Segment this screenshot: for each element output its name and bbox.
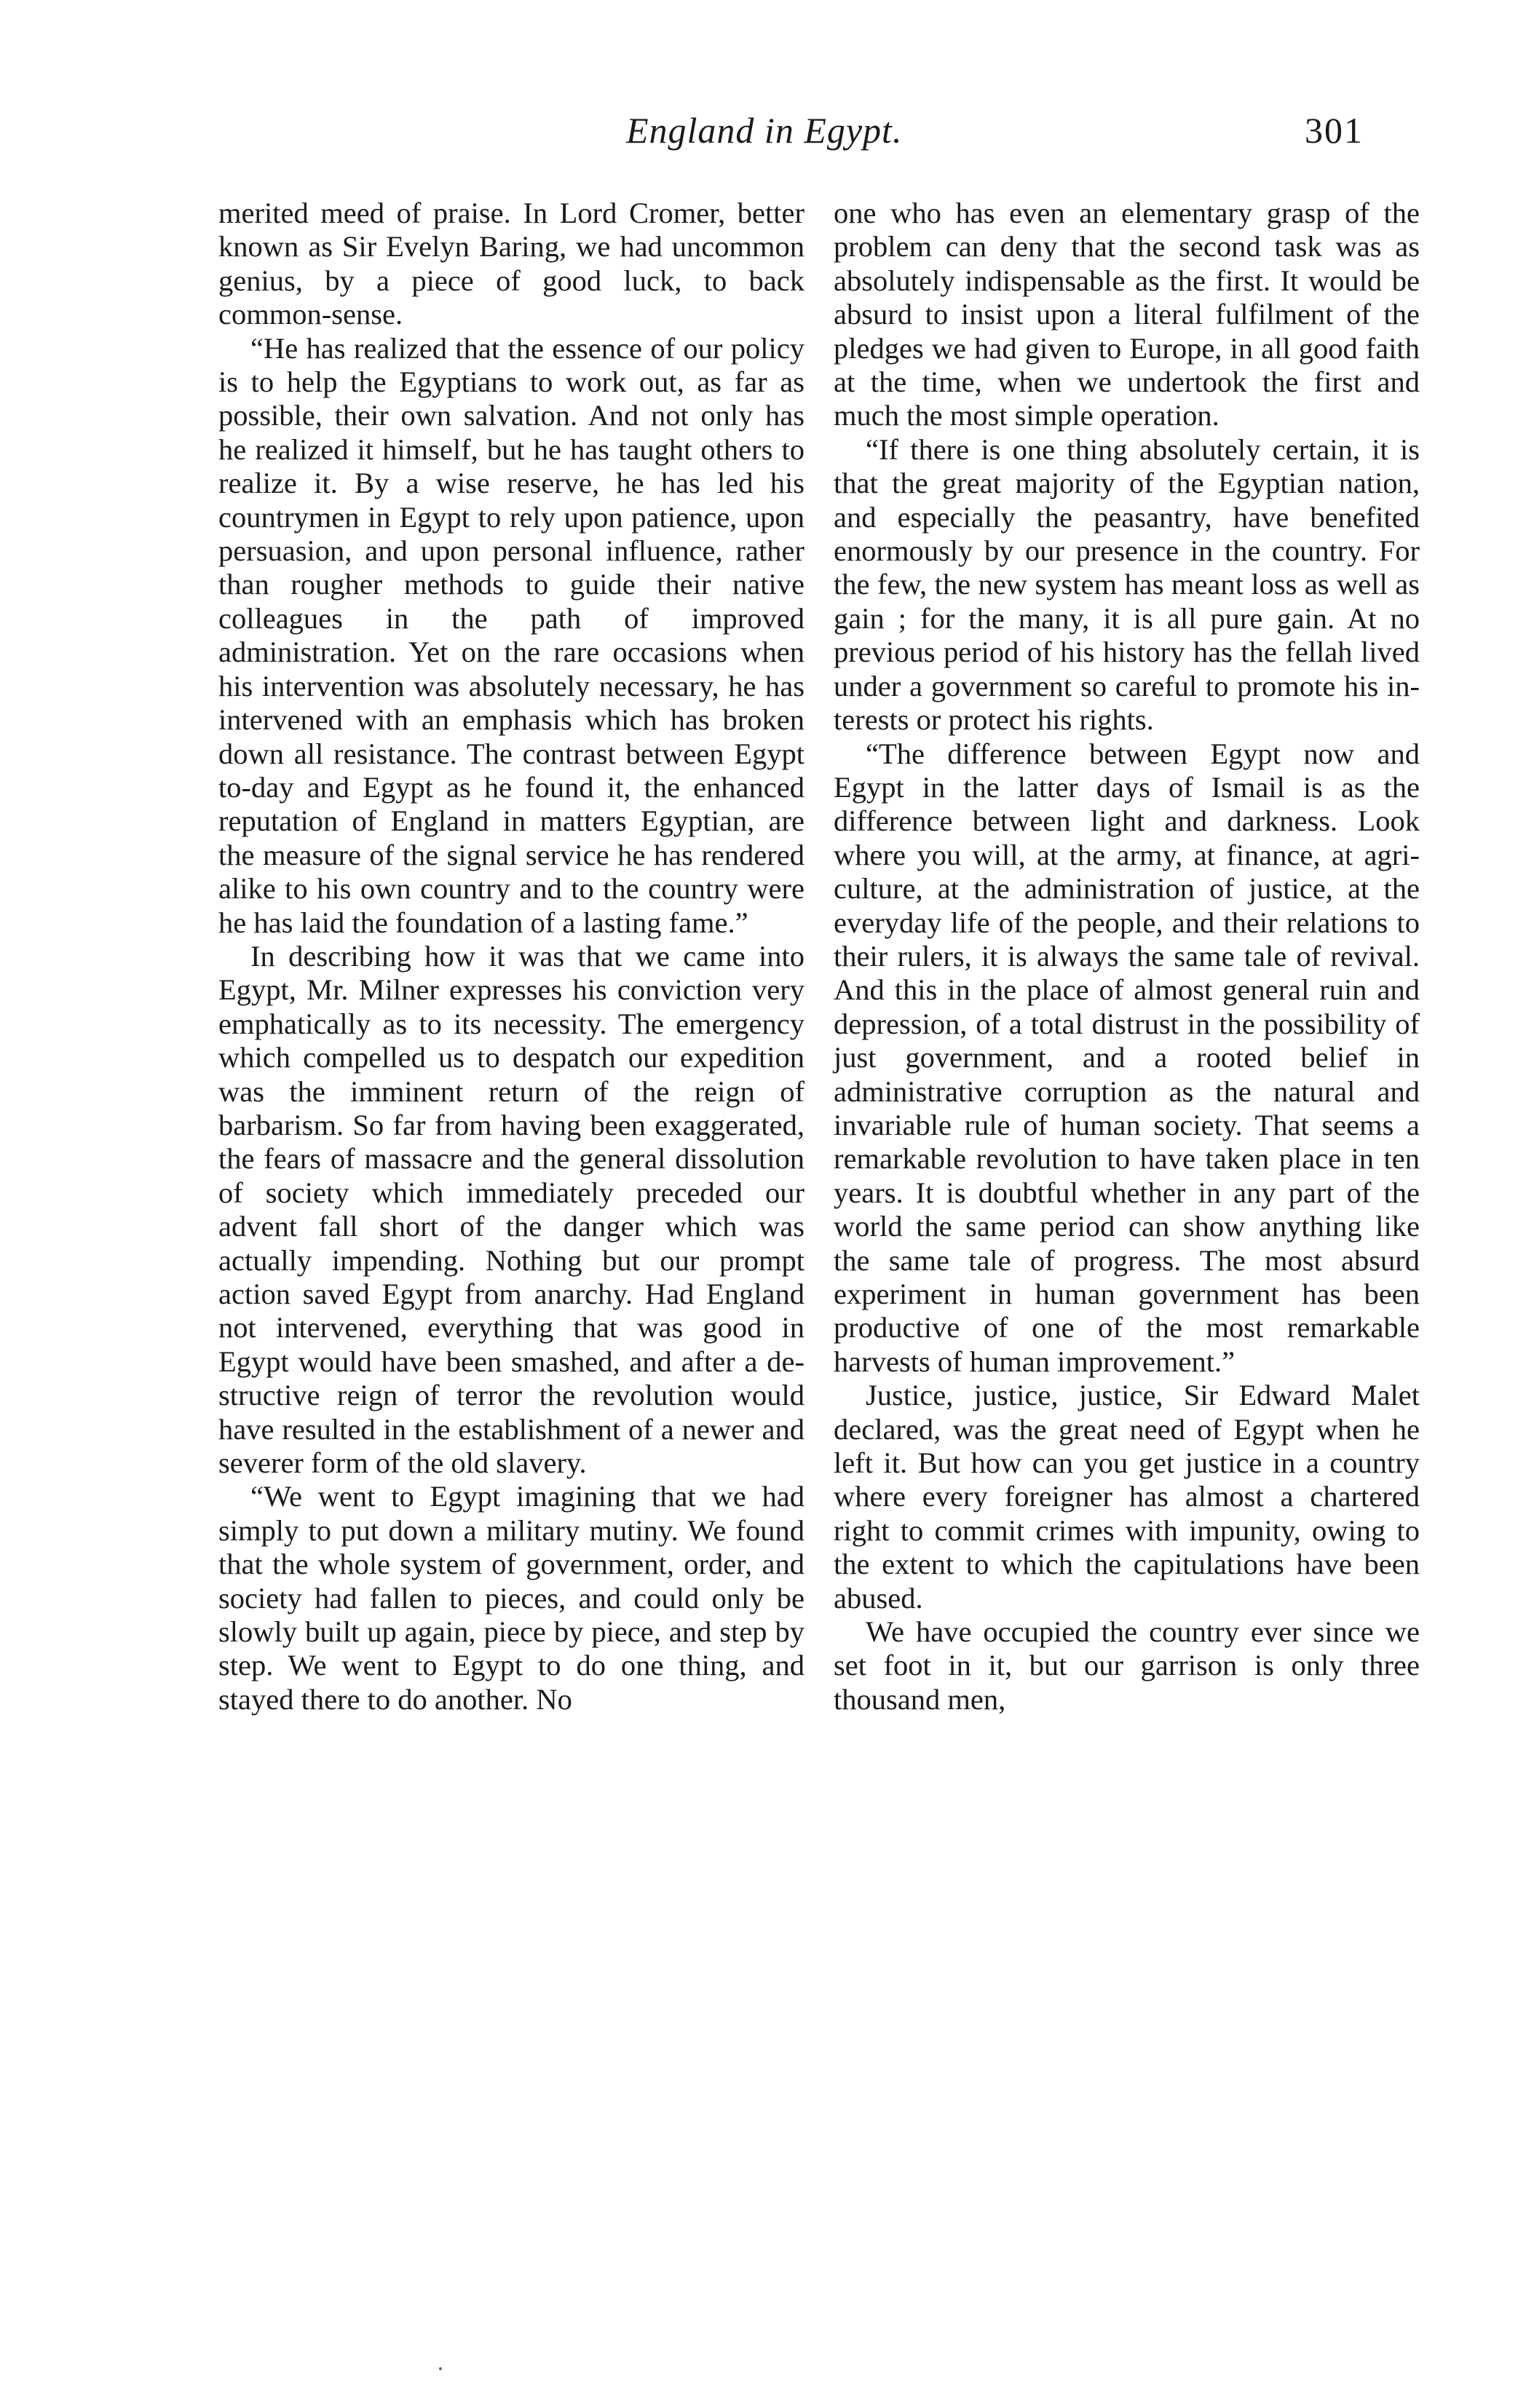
paragraph: “We went to Egypt imagining that we had simply to put down a military mutiny. We found that the whole system of government, order, and society had fallen to pieces, and could only be slowly built up again, piece by piece, and step by step. We went to Egypt to do one thing, and stayed there to do another. No [218,1480,804,1716]
paragraph: “He has realized that the essence of our policy is to help the Egyptians to work out, as far as possible, their own salvation. And not only has he realized it himself, but he has taught others to realize it. By a wise reserve, he has led his countrymen in Egypt to rely upon patience, upon persuasion, and upon personal influence, rather than rougher methods to guide their native colleagues in the path of improved administration. Yet on the rare occasions when his intervention was absolutely necessary, he has intervened with an emphasis which has broken down all resistance. The contrast between Egypt to-day and Egypt as he found it, the enhanced reputation of England in matters Egyptian, are the measure of the signal service he has rendered alike to his own country and to the country were he has laid the foundation of a lasting fame.” [218,331,804,939]
paragraph: Justice, justice, justice, Sir Edward Malet declared, was the great need of Egypt when he left it. But how can you get justice in a country where every foreigner has almost a chartered right to commit crimes with impunity, owing to the extent to which the capitulations have been abused. [834,1379,1420,1615]
left-column [218,197,804,1716]
paragraph: one who has even an elementary grasp of the problem can deny that the second task was as absolutely indispensable as the first. It would be absurd to insist upon a literal fulfilment of the pledges we had given to Europe, in all good faith at the time, when we undertook the first and much the most simple operation. [834,197,1420,432]
print-speck [439,2367,442,2370]
running-title: England in Egypt. [626,110,903,151]
right-column [834,197,1420,1716]
paragraph: “If there is one thing absolutely certain, it is that the great majority of the Egyptian nation, and especially the peasantry, have benefited enormously by our presence in the country. For the few, the new system has meant loss as well as gain ; for the many, it is all pure gain. At no previous period of his history has the fellah lived under a government so careful to promote his interests or protect his rights. [834,432,1420,737]
page-number: 301 [1305,110,1364,151]
paragraph: merited meed of praise. In Lord Cromer, better known as Sir Evelyn Baring, we had uncommon genius, by a piece of good luck, to back common-sense. [218,197,804,331]
paragraph: In describing how it was that we came into Egypt, Mr. Milner expresses his conviction very emphatically as to its necessity. The emergency which compelled us to despatch our expedition was the imminent return of the reign of barbarism. So far from having been exaggerated, the fears of massacre and the general dissolution of society which immediately preceded our advent fall short of the danger which was actually impending. Nothing but our prompt action saved Egypt from anarchy. Had England not intervened, everything that was good in Egypt would have been smashed, and after a destructive reign of terror the revolution would have resulted in the establishment of a newer and severer form of the old slavery. [218,939,804,1480]
paragraph: “The difference between Egypt now and Egypt in the latter days of Ismail is as the difference between light and darkness. Look where you will, at the army, at finance, at agriculture, at the administration of justice, at the everyday life of the people, and their relations to their rulers, it is always the same tale of revival. And this in the place of almost general ruin and depression, of a total distrust in the possibility of just government, and a rooted belief in administrative corruption as the natural and invariable rule of human society. That seems a remarkable revolution to have taken place in ten years. It is doubtful whether in any part of the world the same period can show anything like the same tale of progress. The most absurd experiment in human government has been productive of one of the most remarkable harvests of human improvement.” [834,737,1420,1378]
paragraph: We have occupied the country ever since we set foot in it, but our garrison is only three thousand men, [834,1615,1420,1716]
running-head [0,109,1526,167]
